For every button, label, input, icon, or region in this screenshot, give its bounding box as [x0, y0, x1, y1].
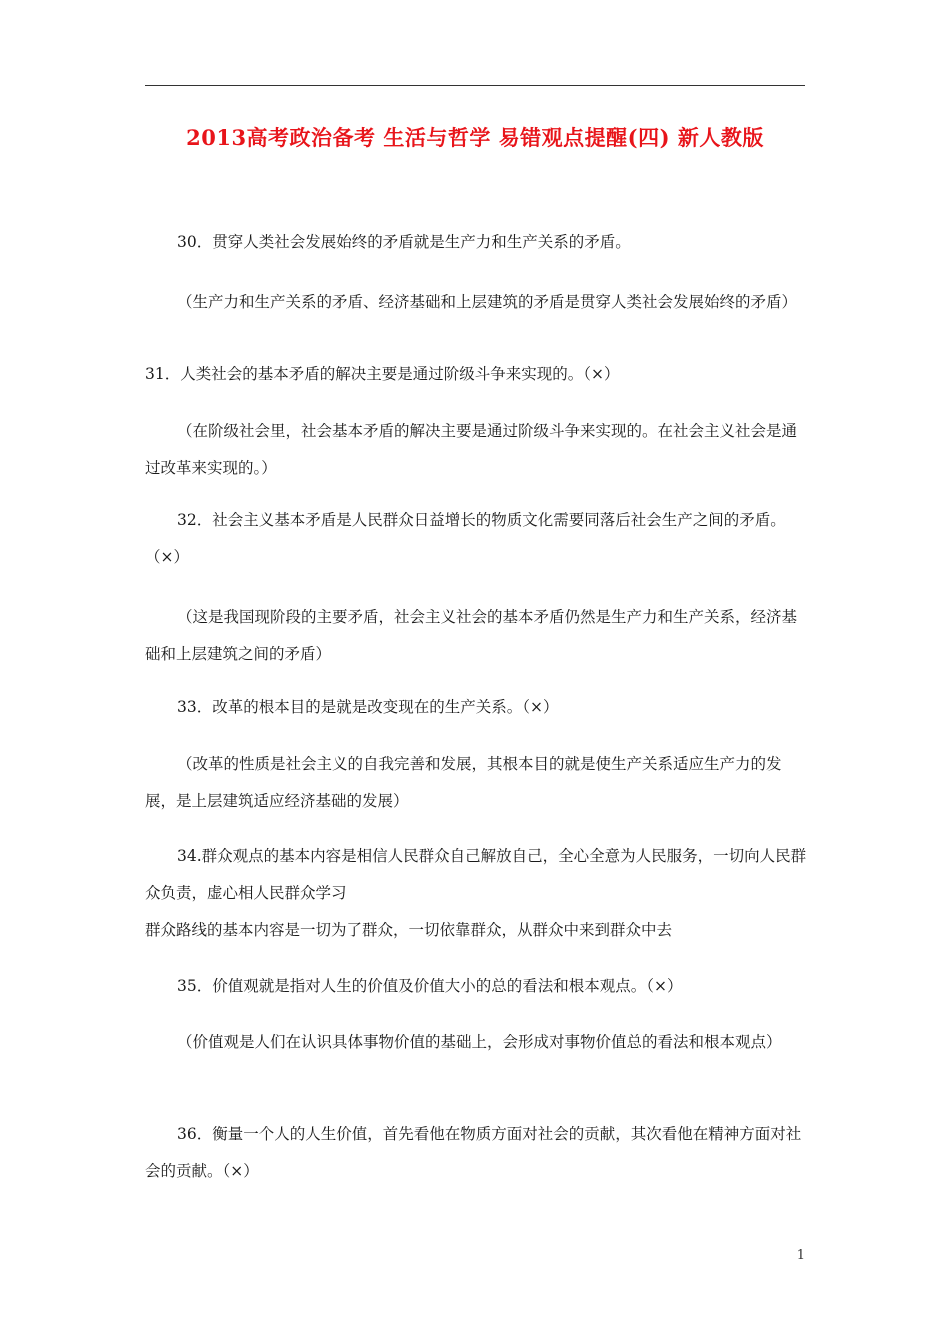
item-34-mass-line: 群众路线的基本内容是一切为了群众，一切依靠群众，从群众中来到群众中去 [145, 921, 673, 939]
item-32: 32．社会主义基本矛盾是人民群众日益增长的物质文化需要同落后社会生产之间的矛盾。（×） [145, 511, 786, 566]
answer-30: （生产力和生产关系的矛盾、经济基础和上层建筑的矛盾是贯穿人类社会发展始终的矛盾） [177, 293, 798, 311]
item-33: 33．改革的根本目的是就是改变现在的生产关系。（×） [177, 698, 559, 716]
item-35: 35．价值观就是指对人生的价值及价值大小的总的看法和根本观点。（×） [177, 977, 683, 995]
page-number: 1 [796, 1248, 805, 1263]
item-30: 30．贯穿人类社会发展始终的矛盾就是生产力和生产关系的矛盾。 [177, 233, 631, 251]
answer-31: （在阶级社会里，社会基本矛盾的解决主要是通过阶级斗争来实现的。在社会主义社会是通过改革来实现的。） [145, 422, 798, 477]
item-34: 34.群众观点的基本内容是相信人民群众自己解放自己，全心全意为人民服务，一切向人民群众负责，虚心相人民群众学习 [145, 847, 807, 902]
document-title: 2013高考政治备考 生活与哲学 易错观点提醒(四) 新人教版 [186, 125, 764, 150]
item-31: 31．人类社会的基本矛盾的解决主要是通过阶级斗争来实现的。（×） [145, 365, 620, 383]
answer-35: （价值观是人们在认识具体事物价值的基础上，会形成对事物价值总的看法和根本观点） [177, 1033, 782, 1051]
answer-32: （这是我国现阶段的主要矛盾，社会主义社会的基本矛盾仍然是生产力和生产关系，经济基础和上层建筑之间的矛盾） [145, 608, 798, 663]
item-36: 36．衡量一个人的人生价值，首先看他在物质方面对社会的贡献，其次看他在精神方面对社会的贡献。（×） [145, 1125, 802, 1180]
answer-33: （改革的性质是社会主义的自我完善和发展，其根本目的就是使生产关系适应生产力的发展，是上层建筑适应经济基础的发展） [145, 755, 782, 810]
header-rule [145, 85, 805, 86]
